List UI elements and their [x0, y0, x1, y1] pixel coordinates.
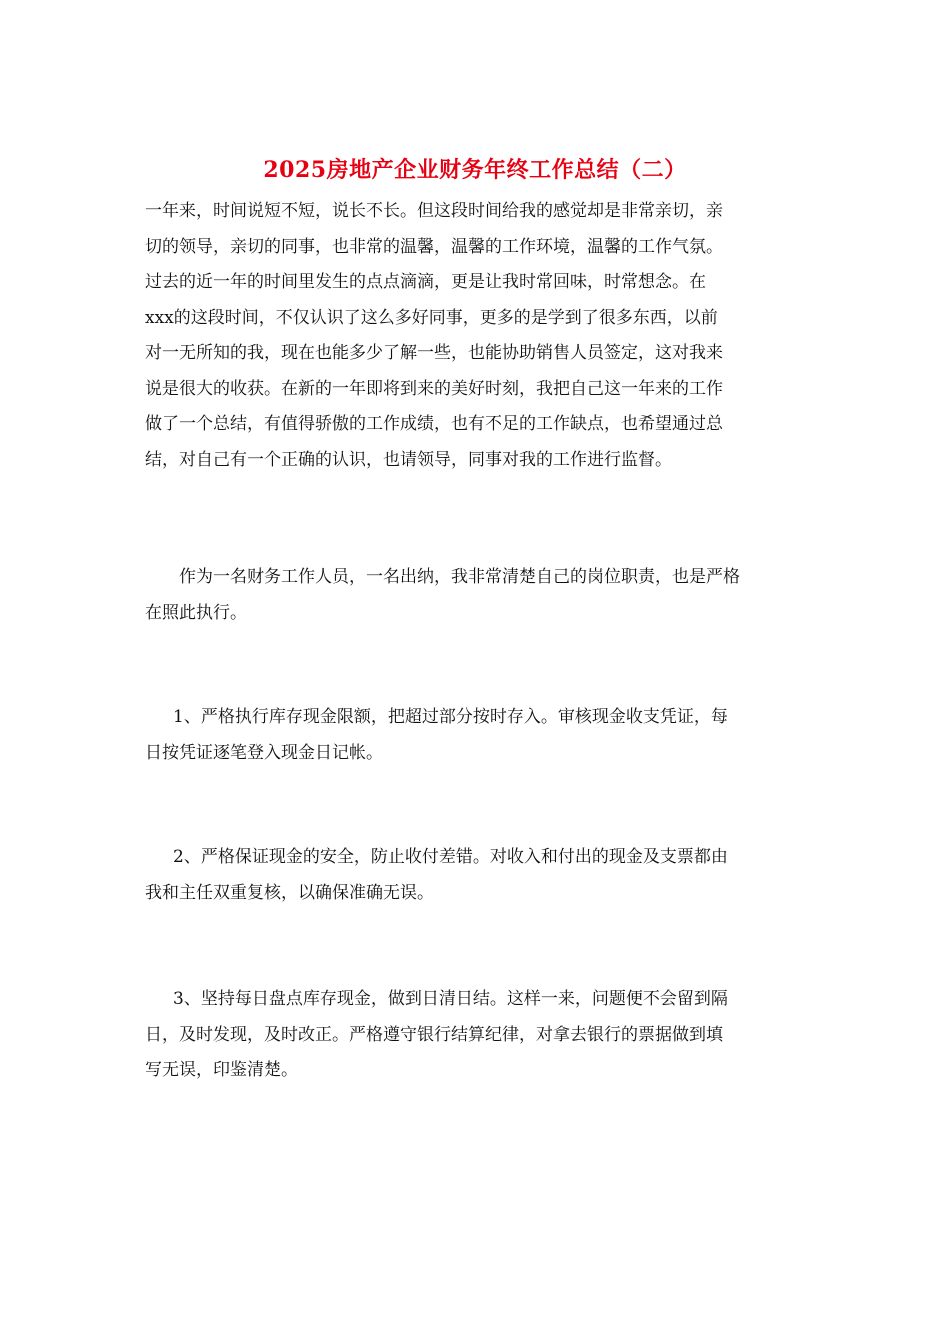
- text-line: 说是很大的收获。在新的一年即将到来的美好时刻，我把自己这一年来的工作: [145, 378, 723, 399]
- text-line: 在照此执行。: [145, 602, 247, 623]
- text-line: xxx的这段时间，不仅认识了这么多好同事，更多的是学到了很多东西，以前: [145, 307, 718, 328]
- paragraph-item-1: [145, 700, 810, 771]
- text-line: 写无误，印鉴清楚。: [145, 1060, 298, 1080]
- text-line: 日按凭证逐笔登入现金日记帐。: [145, 742, 383, 763]
- text-line: 结，对自己有一个正确的认识，也请领导，同事对我的工作进行监督。: [145, 449, 672, 470]
- text-line: 2、严格保证现金的安全，防止收付差错。对收入和付出的现金及支票都由: [173, 847, 728, 867]
- document-title: 2025房地产企业财务年终工作总结（二）: [263, 157, 687, 183]
- paragraph-item-2: [145, 840, 810, 911]
- text-line: 3、坚持每日盘点库存现金，做到日清日结。这样一来，问题便不会留到隔: [173, 989, 728, 1009]
- paragraph-item-3: [145, 982, 810, 1089]
- text-line: 做了一个总结，有值得骄傲的工作成绩，也有不足的工作缺点，也希望通过总: [145, 414, 723, 434]
- text-line: 对一无所知的我，现在也能多少了解一些，也能协助销售人员签定，这对我来: [145, 343, 723, 363]
- text-line: 日，及时发现，及时改正。严格遵守银行结算纪律，对拿去银行的票据做到填: [145, 1024, 723, 1045]
- text-line: 切的领导，亲切的同事，也非常的温馨，温馨的工作环境，温馨的工作气氛。: [145, 236, 723, 257]
- text-line: 过去的近一年的时间里发生的点点滴滴，更是让我时常回味，时常想念。在: [145, 272, 706, 292]
- paragraph-role: [145, 560, 810, 631]
- paragraph-intro: [145, 194, 810, 478]
- text-line: 作为一名财务工作人员，一名出纳，我非常清楚自己的岗位职责，也是严格: [179, 567, 740, 587]
- text-line: 1、严格执行库存现金限额，把超过部分按时存入。审核现金收支凭证，每: [173, 707, 728, 727]
- text-line: 我和主任双重复核，以确保准确无误。: [145, 882, 434, 903]
- text-line: 一年来，时间说短不短，说长不长。但这段时间给我的感觉却是非常亲切，亲: [145, 201, 723, 221]
